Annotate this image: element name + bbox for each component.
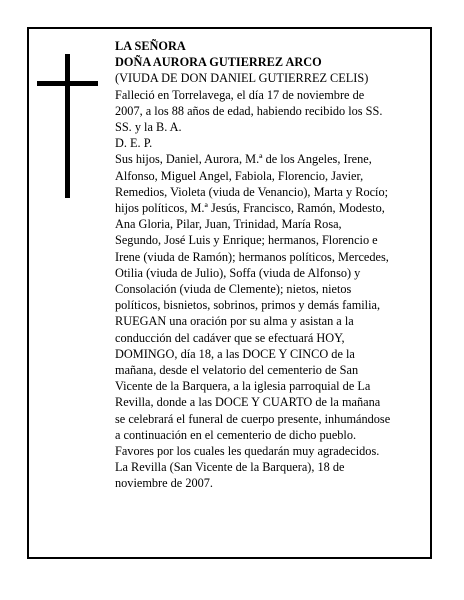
body-line: Alfonso, Miguel Angel, Fabiola, Florencio, Javier, (115, 168, 364, 183)
body-line: Favores por los cuales les quedarán muy agradecidos. (115, 444, 380, 459)
body-line: D. E. P. (115, 136, 153, 151)
body-line: DOMINGO, día 18, a las DOCE Y CINCO de la (115, 346, 355, 361)
body-line: Vicente de la Barquera, a la iglesia parroquial de La (115, 379, 371, 394)
body-line: Segundo, José Luis y Enrique; hermanos, Florencio e (115, 233, 378, 248)
body-line: Remedios, Violeta (viuda de Venancio), Marta y Rocío; (115, 184, 389, 199)
body-line: SS. y la B. A. (115, 120, 182, 135)
body-line: a continuación en el cementerio de dicho pueblo. (115, 427, 357, 442)
body-line: Otilia (viuda de Julio), Soffa (viuda de Alfonso) y (115, 265, 361, 280)
body-line: Falleció en Torrelavega, el día 17 de noviembre de (115, 87, 365, 102)
body-line: noviembre de 2007. (115, 476, 214, 491)
body-line: 2007, a los 88 años de edad, habiendo recibido los SS. (115, 103, 383, 118)
cross-horizontal-bar (37, 81, 98, 86)
deceased-name: DOÑA AURORA GUTIERREZ ARCO (115, 55, 322, 70)
body-line: La Revilla (San Vicente de la Barquera), 18 de (115, 460, 345, 475)
notice-title: LA SEÑORA (115, 39, 186, 53)
body-line: Irene (viuda de Ramón); hermanos políticos, Mercedes, (115, 249, 389, 264)
body-line: políticos, bisnietos, sobrinos, primos y demás familia, (115, 298, 381, 313)
cross-vertical-bar (65, 54, 70, 198)
body-line: mañana, desde el velatorio del cementerio de San (115, 363, 359, 378)
body-line: se celebrará el funeral de cuerpo presente, inhumándose (115, 411, 391, 426)
widow-line: (VIUDA DE DON DANIEL GUTIERREZ CELIS) (115, 71, 369, 86)
body-line: conducción del cadáver que se efectuará HOY, (115, 330, 345, 345)
notice-body (115, 87, 427, 492)
body-line: Revilla, donde a las DOCE Y CUARTO de la mañana (115, 395, 381, 410)
obituary-text (115, 38, 427, 492)
body-line: Ana Gloria, Pilar, Juan, Trinidad, María Rosa, (115, 217, 342, 232)
body-line: Sus hijos, Daniel, Aurora, M.ª de los Angeles, Irene, (115, 152, 372, 167)
body-line: Consolación (viuda de Clemente); nietos, nietos (115, 282, 352, 297)
body-line: hijos políticos, M.ª Jesús, Francisco, Ramón, Modesto, (115, 201, 385, 216)
body-line: RUEGAN una oración por su alma y asistan a la (115, 314, 354, 329)
